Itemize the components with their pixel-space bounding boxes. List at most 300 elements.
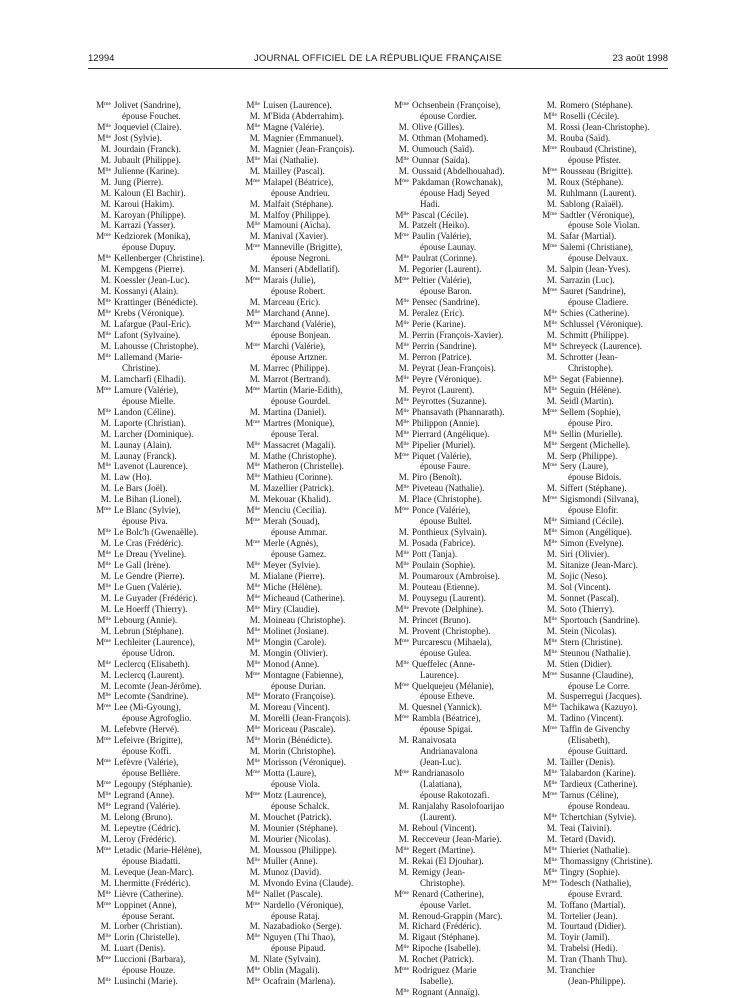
civility-title: $M^{lle}$ [97,165,111,176]
person-name: Siri (Olivier). [560,549,610,560]
name-entry [534,823,652,834]
person-name: Mamouni (Aïcha). [263,220,331,231]
name-entry [534,691,652,702]
name-continuation: Christophe). [420,877,465,888]
person-name: Steunou (Nathalie). [560,647,631,658]
name-entry [534,144,652,166]
name-entry [237,900,354,922]
person-name: Manneville (Brigitte), [263,242,343,253]
name-entry [386,735,504,768]
name-continuation: (Jean-Philippe). [568,976,626,987]
person-name: Sellin (Murielle). [560,428,623,439]
name-continuation: épouse Andrieu. [271,187,330,198]
civility-title: $M^{lle}$ [543,779,557,790]
person-name: Jourdain (Franck). [114,143,181,154]
name-entry [237,856,354,867]
civility-title: M. [546,713,557,724]
name-entry [88,199,205,210]
name-continuation: (Elisabeth), [568,735,610,746]
person-name: Pouysegu (Laurent). [412,592,486,603]
name-entry [88,976,205,987]
person-name: Tran (Thanh Thu). [560,954,628,965]
civility-title: $M^{me}$ [245,384,260,395]
person-name: Stein (Nicolas). [560,625,617,636]
name-entry [237,505,354,516]
person-name: Mialane (Pierre). [263,570,325,581]
name-continuation: épouse Mielle. [122,395,176,406]
civility-title: M. [546,833,557,844]
name-entry [386,363,504,374]
civility-title: $M^{lle}$ [395,209,409,220]
civility-title: M. [546,822,557,833]
person-name: Lee (Mi-Gyoung), [114,702,181,713]
civility-title: $M^{me}$ [542,209,557,220]
name-entry [386,122,504,133]
person-name: Kedziorek (Monika), [114,231,191,242]
name-entry [237,363,354,374]
civility-title: $M^{lle}$ [97,801,111,811]
person-name: Launay (Franck). [114,450,177,461]
page-header [88,53,668,67]
civility-title: M. [546,658,557,669]
person-name: Lafont (Sylvaine). [114,330,181,341]
name-entry [534,461,652,483]
civility-title: $M^{lle}$ [97,932,111,943]
person-name: Poumaroux (Ambroise). [412,570,500,581]
person-name: Ounnar (Saïda). [412,154,470,165]
civility-title: M. [100,570,111,581]
civility-title: $M^{me}$ [96,779,111,790]
name-entry [88,407,205,418]
civility-title: $M^{me}$ [394,176,409,187]
name-entry [88,210,205,221]
person-name: Olive (Gilles). [412,121,465,132]
name-continuation: épouse Hadj Seyed [420,187,490,198]
civility-title: M. [249,231,260,242]
person-name: Morin (Christophe). [263,746,336,757]
name-entry [386,867,504,889]
name-entry [386,472,504,483]
person-name: Magnier (Jean-François). [263,143,355,154]
person-name: Lallemand (Marie- [114,351,183,362]
person-name: Seidl (Martin). [560,395,614,406]
civility-title: $M^{me}$ [96,735,111,746]
civility-title: $M^{lle}$ [543,844,557,855]
civility-title: $M^{lle}$ [395,340,409,351]
person-name: Rodriguez (Marie [412,965,477,976]
name-entry [237,494,354,505]
name-entry [386,637,504,659]
name-entry [237,834,354,845]
person-name: Sigismondi (Silvana), [560,494,639,505]
civility-title: M. [100,264,111,275]
civility-title: $M^{lle}$ [246,439,260,450]
civility-title: $M^{lle}$ [543,538,557,549]
person-name: Oumouch (Saïd). [412,143,475,154]
person-name: Sery (Laure), [560,461,609,472]
civility-title: M. [100,538,111,549]
civility-title: M. [398,801,409,811]
name-entry [237,965,354,976]
civility-title: $M^{lle}$ [395,395,409,406]
person-name: Marrec (Philippe). [263,362,330,373]
name-entry [88,264,205,275]
person-name: Kossanyi (Alain). [114,286,179,297]
name-entry [237,670,354,692]
person-name: Thomassigny (Christine). [560,855,653,866]
name-entry [237,648,354,659]
civility-title: M. [100,494,111,505]
civility-title: $M^{lle}$ [246,603,260,614]
civility-title: $M^{lle}$ [543,647,557,658]
person-name: Moreau (Vincent). [263,702,330,713]
name-continuation: épouse Elofir. [568,505,619,516]
civility-title: M. [546,943,557,954]
civility-title: M. [398,570,409,581]
civility-title: M. [100,340,111,351]
person-name: Lepeytre (Cédric). [114,822,181,833]
name-entry [534,911,652,922]
person-name: Lamcharfi (Elhadi). [114,373,186,384]
person-name: Larcher (Dominique). [114,428,194,439]
person-name: Pierrard (Angélique). [412,428,490,439]
name-entry [534,308,652,319]
name-entry [534,626,652,637]
name-continuation: épouse Guittard. [568,746,628,757]
person-name: Schreyeck (Laurence). [560,340,642,351]
civility-title: M. [398,921,409,932]
name-entry [534,560,652,571]
name-entry [237,757,354,768]
civility-title: M. [249,209,260,220]
person-name: Kempgens (Pierre). [114,264,185,275]
civility-title: M. [398,866,409,877]
civility-title: M. [398,351,409,362]
person-name: Thieriet (Nathalie). [560,844,630,855]
name-entry [88,188,205,199]
name-entry [88,582,205,593]
person-name: Le Cras (Frédéric). [114,538,184,549]
civility-title: $M^{lle}$ [246,461,260,472]
civility-title: $M^{me}$ [542,461,557,472]
person-name: Paulin (Valérie), [412,231,472,242]
civility-title: M. [249,450,260,461]
person-name: Marchi (Valérie), [263,340,326,351]
civility-title: M. [398,702,409,713]
person-name: Le Gendre (Pierre). [114,570,185,581]
person-name: Lusinchi (Marie). [114,976,178,987]
name-entry [386,483,504,494]
person-name: Rekai (El Djouhar). [412,855,484,866]
name-entry [88,549,205,560]
person-name: M'Bida (Abderrahim). [263,110,345,121]
person-name: Taffin de Givenchy [560,724,631,735]
name-entry [386,713,504,735]
person-name: Rambla (Béatrice), [412,713,481,724]
civility-title: M. [546,625,557,636]
name-entry [237,199,354,210]
name-entry [534,275,652,286]
name-entry [386,210,504,221]
name-entry [386,768,504,801]
person-name: Leclercq (Laurent). [114,669,185,680]
name-entry [534,396,652,407]
person-name: Sitanize (Jean-Marc). [560,560,638,571]
person-name: Phansavath (Phannarath). [412,406,505,417]
person-name: Sergent (Michelle). [560,439,631,450]
civility-title: $M^{lle}$ [246,691,260,702]
name-entry [237,231,354,242]
name-entry [534,516,652,527]
civility-title: M. [100,833,111,844]
person-name: Schmitt (Philippe). [560,330,629,341]
civility-title: M. [100,625,111,636]
civility-title: $M^{lle}$ [543,855,557,866]
civility-title: $M^{lle}$ [97,132,111,143]
name-entry [386,133,504,144]
person-name: Mongin (Carole). [263,636,327,647]
civility-title: $M^{lle}$ [543,308,557,319]
person-name: Sojic (Neso). [560,570,608,581]
name-entry [386,385,504,396]
civility-title: $M^{lle}$ [395,439,409,450]
name-entry [237,954,354,965]
civility-title: $M^{lle}$ [543,516,557,527]
civility-title: $M^{me}$ [542,724,557,735]
civility-title: M. [398,855,409,866]
name-entry [386,429,504,440]
civility-title: M. [100,154,111,165]
name-entry [237,385,354,407]
person-name: Moriceau (Pascale). [263,724,336,735]
person-name: Le Guyader (Frédéric). [114,592,198,603]
name-entry [534,856,652,867]
civility-title: $M^{me}$ [96,899,111,910]
name-entry [88,659,205,670]
person-name: Richard (Frédéric). [412,921,482,932]
name-continuation: épouse Cladiere. [568,297,629,308]
name-continuation: épouse Varlet. [420,899,472,910]
person-name: Rossi (Jean-Christophe). [560,121,650,132]
name-entry [237,242,354,264]
person-name: Tachikawa (Kazuyo). [560,702,638,713]
person-name: Lamure (Valérie), [114,384,179,395]
person-name: Nallet (Pascale). [263,888,323,899]
name-entry [237,122,354,133]
civility-title: $M^{lle}$ [246,121,260,132]
civility-title: M. [249,713,260,724]
person-name: Molinet (Josiane). [263,625,329,636]
civility-title: $M^{me}$ [245,516,260,527]
name-entry [237,144,354,155]
civility-title: M. [398,264,409,275]
name-entry [88,483,205,494]
civility-title: M. [546,176,557,187]
name-continuation: épouse Bidois. [568,472,622,483]
name-entry [237,659,354,670]
name-continuation: épouse Viola. [271,779,321,790]
civility-title: $M^{lle}$ [97,527,111,538]
name-entry [88,779,205,790]
name-continuation: épouse Ammar. [271,527,328,538]
name-entry [237,407,354,418]
name-continuation: épouse Rakotozafi. [420,790,490,801]
civility-title: M. [546,570,557,581]
person-name: Roubaud (Christine), [560,143,637,154]
name-entry [88,812,205,823]
person-name: Nguyen (Thi Thao), [263,932,336,943]
name-entry [237,111,354,122]
person-name: Ruhlmann (Laurent). [560,187,637,198]
person-name: Queffelec (Anne- [412,658,476,669]
name-continuation: épouse Launay. [420,242,477,253]
name-entry [88,385,205,407]
name-entry [534,702,652,713]
person-name: Legrand (Anne). [114,790,175,801]
name-entry [386,231,504,253]
civility-title: $M^{lle}$ [543,811,557,822]
name-entry [88,691,205,702]
civility-title: $M^{lle}$ [543,439,557,450]
name-entry [534,527,652,538]
civility-title: $M^{me}$ [542,790,557,801]
name-continuation: épouse Serant. [122,910,175,921]
civility-title: M. [398,121,409,132]
civility-title: M. [100,669,111,680]
person-name: Perrin (Sandrine). [412,340,477,351]
civility-title: $M^{lle}$ [543,636,557,647]
name-entry [534,954,652,965]
name-entry [237,790,354,812]
person-name: Simiand (Cécile). [560,516,624,527]
name-entry [386,681,504,703]
civility-title: M. [398,932,409,943]
civility-title: $M^{lle}$ [246,976,260,987]
name-entry [88,505,205,527]
name-entry [534,648,652,659]
name-entry [88,177,205,188]
name-entry [534,385,652,396]
person-name: Krebs (Véronique). [114,308,185,319]
person-name: Perrin (François-Xavier). [412,330,504,341]
civility-title: $M^{lle}$ [543,384,557,395]
civility-title: M. [398,165,409,176]
name-entry [88,451,205,462]
name-entry [88,757,205,779]
civility-title: $M^{lle}$ [246,592,260,603]
civility-title: $M^{lle}$ [97,658,111,669]
person-name: Sadtler (Véronique), [560,209,635,220]
person-name: Kaloun (El Bachir). [114,187,186,198]
name-entry [237,724,354,735]
civility-title: $M^{lle}$ [395,417,409,428]
name-continuation: épouse Rataj. [271,910,320,921]
civility-title: M. [546,483,557,494]
civility-title: M. [398,833,409,844]
person-name: Oblin (Magali). [263,965,320,976]
name-entry [386,505,504,527]
person-name: Moineau (Christophe). [263,614,346,625]
person-name: Othman (Mohamed). [412,132,489,143]
civility-title: $M^{lle}$ [246,735,260,746]
name-entry [237,889,354,900]
person-name: Patzelt (Heiko). [412,220,470,231]
person-name: Manival (Xavier). [263,231,329,242]
civility-title: $M^{lle}$ [246,154,260,165]
person-name: Montagne (Fabienne), [263,669,344,680]
name-entry [386,330,504,341]
person-name: Magne (Valérie). [263,121,325,132]
person-name: Mailley (Pascal). [263,165,325,176]
name-entry [88,702,205,724]
civility-title: $M^{me}$ [96,231,111,242]
person-name: Ranaivosata [412,735,457,746]
person-name: Leroy (Frédéric). [114,833,177,844]
civility-title: M. [249,811,260,822]
name-entry [534,812,652,823]
person-name: Todesch (Nathalie), [560,877,632,888]
name-entry [386,702,504,713]
civility-title: $M^{me}$ [394,275,409,286]
name-entry [386,593,504,604]
civility-title: $M^{lle}$ [97,351,111,362]
name-continuation: épouse Evrard. [568,888,623,899]
civility-title: $M^{lle}$ [246,757,260,768]
civility-title: $M^{lle}$ [246,932,260,943]
civility-title: $M^{lle}$ [246,658,260,669]
person-name: Romero (Stéphane). [560,100,633,110]
name-entry [88,527,205,538]
person-name: Mvondo Evina (Claude). [263,877,354,888]
person-name: Manseri (Abdellatif). [263,264,340,275]
name-entry [88,593,205,604]
person-name: Soto (Thierry). [560,603,615,614]
person-name: Le Bihan (Lionel). [114,494,182,505]
civility-title: $M^{me}$ [245,319,260,330]
name-column-2 [237,100,354,987]
civility-title: $M^{lle}$ [97,888,111,899]
person-name: Merle (Agnès), [263,538,319,549]
person-name: Rochet (Patrick). [412,954,474,965]
name-entry [386,407,504,418]
name-entry [88,429,205,440]
civility-title: $M^{me}$ [394,965,409,976]
person-name: Ponce (Valérie), [412,505,471,516]
name-entry [534,659,652,670]
civility-title: $M^{me}$ [394,100,409,110]
civility-title: $M^{lle}$ [395,319,409,330]
person-name: Massacret (Magali). [263,439,336,450]
name-entry [534,177,652,188]
person-name: Law (Ho). [114,472,152,483]
person-name: Quelquejeu (Mélanie), [412,680,494,691]
civility-title: $M^{me}$ [394,450,409,461]
civility-title: $M^{me}$ [96,757,111,768]
name-continuation: épouse Robert. [271,286,326,297]
name-entry [237,297,354,308]
civility-title: $M^{lle}$ [97,691,111,702]
person-name: Sol (Vincent). [560,581,611,592]
civility-title: $M^{lle}$ [97,560,111,571]
name-entry [534,757,652,768]
person-name: Sonnet (Pascal). [560,592,619,603]
person-name: Lechleiter (Laurence), [114,636,195,647]
person-name: Landon (Céline). [114,406,176,417]
civility-title: M. [398,330,409,341]
person-name: Moussou (Philippe). [263,844,337,855]
person-name: Ranjalahy Rasolofoarijao [412,801,505,811]
civility-title: M. [546,921,557,932]
